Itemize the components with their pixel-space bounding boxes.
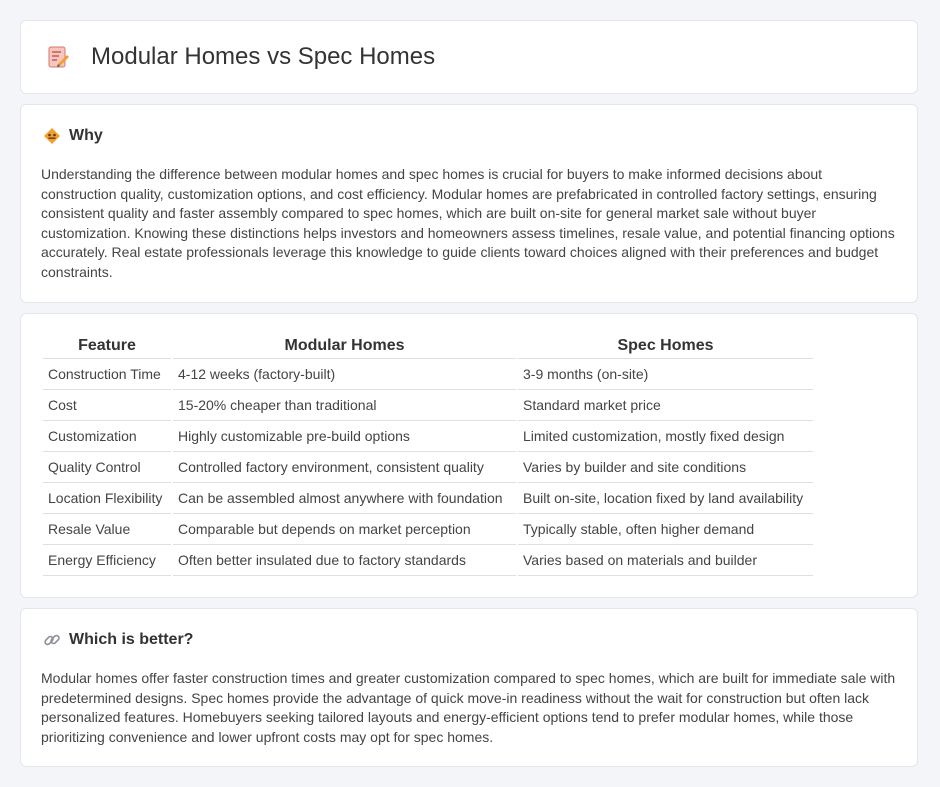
which-is-better-card bbox=[20, 608, 918, 767]
header-modular-homes: Modular Homes bbox=[173, 334, 516, 359]
table-row bbox=[43, 545, 813, 576]
modular-cell: Can be assembled almost anywhere with foundation bbox=[173, 483, 516, 514]
table-row bbox=[43, 452, 813, 483]
why-body: Understanding the difference between modular homes and spec homes is crucial for buyers to make informed decisions about construction quality, customization options, and cost efficiency. Modular homes are prefabricated in controlled factory settings, ensuring consistent quality and faster assembly compared to spec homes, which are built on-site for general market sale without buyer customization. Knowing these distinctions helps investors and homeowners assess timelines, resale value, and potential financing options accurately. Real estate professionals leverage this knowledge to guide clients toward choices aligned with their preferences and budget constraints. bbox=[41, 166, 895, 280]
spec-cell: Varies by builder and site conditions bbox=[518, 452, 813, 483]
feature-cell: Customization bbox=[43, 421, 171, 452]
header-feature: Feature bbox=[43, 334, 171, 359]
comparison-table bbox=[41, 334, 815, 576]
title-row bbox=[45, 43, 435, 71]
table-row bbox=[43, 483, 813, 514]
feature-cell: Location Flexibility bbox=[43, 483, 171, 514]
table-header-row bbox=[43, 334, 813, 359]
modular-cell: Comparable but depends on market perception bbox=[173, 514, 516, 545]
comparison-card bbox=[20, 313, 918, 598]
modular-cell: Highly customizable pre-build options bbox=[173, 421, 516, 452]
why-title: Why bbox=[69, 127, 103, 144]
link-icon bbox=[43, 631, 61, 649]
spec-cell: 3-9 months (on-site) bbox=[518, 359, 813, 390]
feature-cell: Construction Time bbox=[43, 359, 171, 390]
table-row bbox=[43, 421, 813, 452]
modular-cell: 15-20% cheaper than traditional bbox=[173, 390, 516, 421]
header-spec-homes: Spec Homes bbox=[518, 334, 813, 359]
modular-cell: Controlled factory environment, consistent quality bbox=[173, 452, 516, 483]
header-card bbox=[20, 20, 918, 94]
table-row bbox=[43, 390, 813, 421]
why-card bbox=[20, 104, 918, 303]
better-heading bbox=[43, 631, 193, 649]
feature-cell: Cost bbox=[43, 390, 171, 421]
modular-cell: Often better insulated due to factory standards bbox=[173, 545, 516, 576]
feature-cell: Energy Efficiency bbox=[43, 545, 171, 576]
modular-cell: 4-12 weeks (factory-built) bbox=[173, 359, 516, 390]
spec-cell: Limited customization, mostly fixed design bbox=[518, 421, 813, 452]
better-title: Which is better? bbox=[69, 631, 194, 648]
page-title: Modular Homes vs Spec Homes bbox=[91, 43, 436, 70]
why-heading bbox=[43, 127, 103, 145]
feature-cell: Resale Value bbox=[43, 514, 171, 545]
spec-cell: Built on-site, location fixed by land availability bbox=[518, 483, 813, 514]
document-pencil-icon bbox=[45, 44, 71, 70]
feature-cell: Quality Control bbox=[43, 452, 171, 483]
spec-cell: Varies based on materials and builder bbox=[518, 545, 813, 576]
better-body: Modular homes offer faster construction times and greater customization compared to spec homes, which are built for immediate sale with predetermined designs. Spec homes provide the advantage of quick move-in readiness without the wait for construction but often lack personalized features. Homebuyers seeking tailored layouts and energy-efficient options tend to prefer modular homes, while those prioritizing convenience and lower upfront costs may opt for spec homes. bbox=[41, 670, 896, 745]
spec-cell: Standard market price bbox=[518, 390, 813, 421]
table-row bbox=[43, 359, 813, 390]
spec-cell: Typically stable, often higher demand bbox=[518, 514, 813, 545]
diamond-sign-icon bbox=[43, 127, 61, 145]
table-row bbox=[43, 514, 813, 545]
